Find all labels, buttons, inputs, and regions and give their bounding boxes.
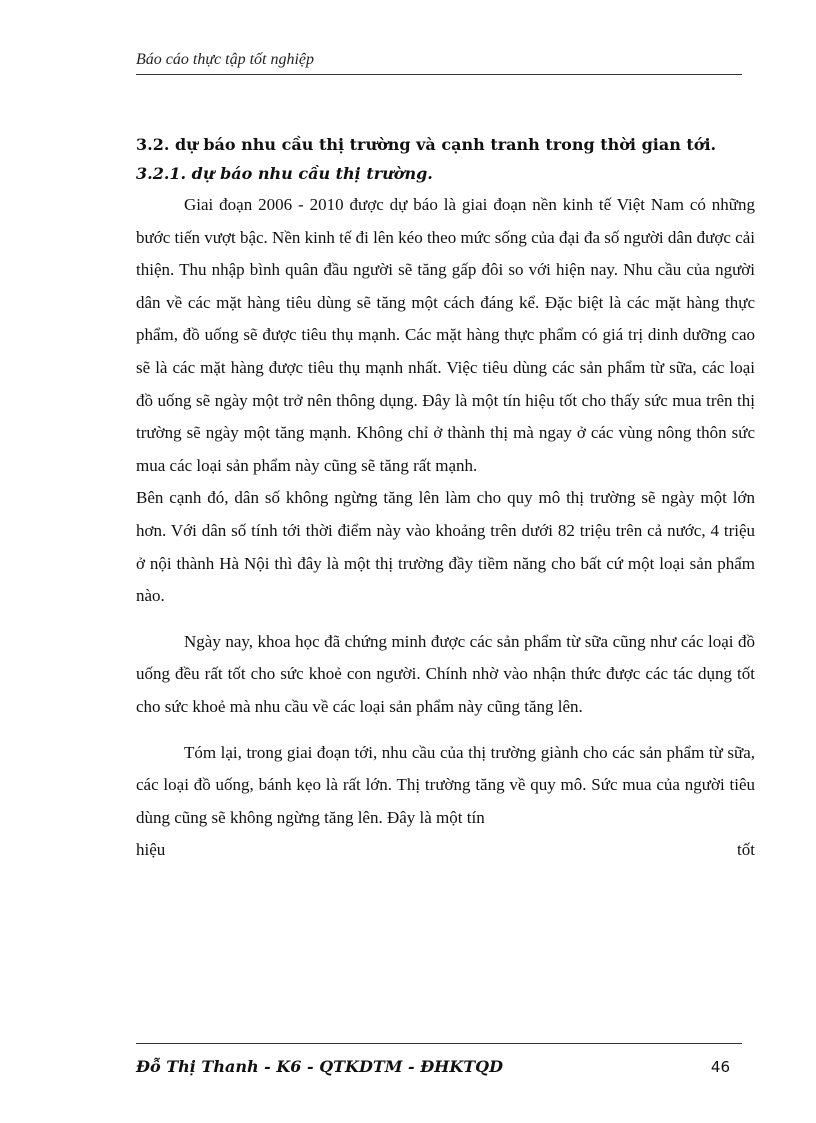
subsection-heading: 3.2.1. dự báo nhu cầu thị trường. bbox=[136, 164, 433, 183]
page-footer bbox=[136, 1056, 730, 1078]
last-line-left-word: hiệu bbox=[136, 840, 166, 860]
paragraph-forecast: Giai đoạn 2006 - 2010 được dự báo là giai đoạn nền kinh tế Việt Nam có những bước tiến vượt bậc. Nền kinh tế đi lên kéo theo mức sống của đại đa số người dân được cải thiện. Thu nhập bình quân đầu người sẽ tăng gấp đôi so với hiện nay. Nhu cầu của người dân về các mặt hàng tiêu dùng sẽ tăng một cách đáng kể. Đặc biệt là các mặt hàng thực phẩm, đồ uống sẽ được tiêu thụ mạnh. Các mặt hàng thực phẩm có giá trị dinh dưỡng cao sẽ là các mặt hàng được tiêu thụ mạnh nhất. Việc tiêu dùng các sản phẩm từ sữa, các loại đồ uống sẽ ngày một trở nên thông dụng. Đây là một tín hiệu tốt cho thấy sức mua trên thị trường sẽ ngày một tăng mạnh. Không chỉ ở thành thị mà ngay ở các vùng nông thôn sức mua các loại sản phẩm này cũng sẽ tăng rất mạnh. bbox=[136, 195, 755, 475]
page-number: 46 bbox=[710, 1058, 730, 1076]
footer-author: Đỗ Thị Thanh - K6 - QTKDTM - ĐHKTQD bbox=[136, 1057, 503, 1076]
paragraph-summary: Tóm lại, trong giai đoạn tới, nhu cầu của thị trường giành cho các sản phẩm từ sữa, các loại đồ uống, bánh kẹo là rất lớn. Thị trường tăng về quy mô. Sức mua của người tiêu dùng cũng sẽ không ngừng tăng lên. Đây là một tín bbox=[136, 742, 755, 827]
last-line-right-word: tốt bbox=[737, 840, 755, 860]
footer-divider bbox=[136, 1043, 742, 1044]
page-content bbox=[136, 130, 755, 867]
paragraph-summary-last-line bbox=[136, 834, 755, 867]
page-header bbox=[136, 48, 742, 75]
paragraph-science: Ngày nay, khoa học đã chứng minh được các sản phẩm từ sữa cũng như các loại đồ uống đều rất tốt cho sức khoẻ con người. Chính nhờ vào nhận thức được các tác dụng tốt cho sức khoẻ mà nhu cầu về các loại sản phẩm này cũng tăng lên. bbox=[136, 631, 755, 716]
paragraph-population: Bên cạnh đó, dân số không ngừng tăng lên làm cho quy mô thị trường sẽ ngày một lớn hơn. Với dân số tính tới thời điểm này vào khoảng trên dưới 82 triệu trên cả nước, 4 triệu ở nội thành Hà Nội thì đây là một thị trường đầy tiềm năng cho bất cứ một loại sản phẩm nào. bbox=[136, 488, 755, 606]
header-title: Báo cáo thực tập tốt nghiệp bbox=[136, 51, 315, 68]
section-heading: 3.2. dự báo nhu cầu thị trường và cạnh tranh trong thời gian tới. bbox=[136, 135, 717, 154]
